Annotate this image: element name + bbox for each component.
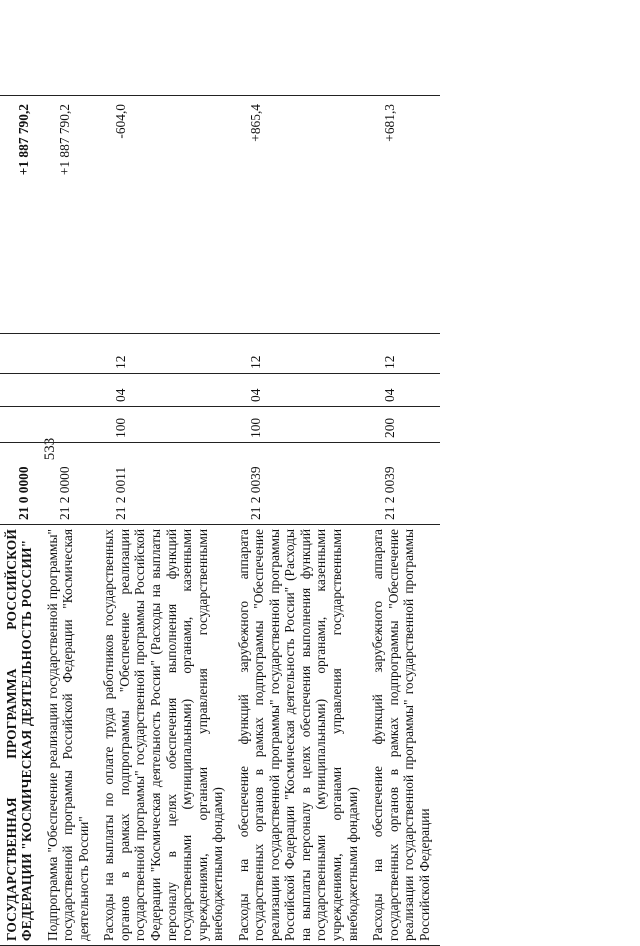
row-csr: 21 2 0011	[99, 443, 233, 525]
row-rz: 04	[368, 374, 440, 407]
row-name: Подпрограмма "Обеспечение реализации государственной программы" государственной программы Российской Федерации "Космическая деятельность России"	[43, 525, 100, 946]
table-row	[368, 96, 440, 946]
row-sum: -604,0	[99, 96, 233, 334]
table-row	[43, 96, 100, 946]
row-csr: 21 0 0000	[2, 443, 43, 525]
row-pr	[43, 334, 100, 374]
row-name: Расходы на выплаты по оплате труда работников государственных органов в рамках подпрограммы "Обеспечение реализации государственной программы" государственной программы Российской Федерации "Космическая деятельность России" (Расходы на выплаты персоналу в целях обеспечения выполнения функций государственными (муниципальными) органами, казенными учреждениями, органами управления государственными внебюджетными фондами)	[99, 525, 233, 946]
table-row	[99, 96, 233, 946]
row-csr: 21 2 0000	[43, 443, 100, 525]
row-sum: +1 887 790,2	[43, 96, 100, 334]
row-pr	[2, 334, 43, 374]
row-csr: 21 2 0039	[234, 443, 368, 525]
table-row	[234, 96, 368, 946]
row-sum: +865,4	[234, 96, 368, 334]
row-pr: 12	[234, 334, 368, 374]
row-rz: 04	[99, 374, 233, 407]
row-pr: 12	[99, 334, 233, 374]
row-sum: +681,3	[368, 96, 440, 334]
budget-table	[0, 95, 440, 946]
row-vr	[2, 407, 43, 443]
row-vr: 200	[368, 407, 440, 443]
row-name: Расходы на обеспечение функций зарубежного аппарата государственных органов в рамках подпрограммы "Обеспечение реализации государственной программы" государственной программы Российской Федерации	[368, 525, 440, 946]
row-rz	[43, 374, 100, 407]
row-csr: 21 2 0039	[368, 443, 440, 525]
page-number: 533	[42, 437, 58, 461]
row-sum: +1 887 790,2	[2, 96, 43, 334]
row-vr: 100	[99, 407, 233, 443]
row-rz	[2, 374, 43, 407]
row-pr: 12	[368, 334, 440, 374]
row-vr: 100	[234, 407, 368, 443]
row-name: Расходы на обеспечение функций зарубежного аппарата государственных органов в рамках подпрограммы "Обеспечение реализации государственной программы" государственной программы Российской Федерации "Космическая деятельность России" (Расходы на выплаты персоналу в целях обеспечения выполнения функций государственными (муниципальными) органами, казенными учреждениями, органами управления государственными внебюджетными фондами)	[234, 525, 368, 946]
row-vr	[43, 407, 100, 443]
budget-table-rotated	[0, 96, 432, 946]
row-name: ГОСУДАРСТВЕННАЯ ПРОГРАММА РОССИЙСКОЙ ФЕДЕРАЦИИ "КОСМИЧЕСКАЯ ДЕЯТЕЛЬНОСТЬ РОССИИ"	[2, 525, 43, 946]
row-rz: 04	[234, 374, 368, 407]
table-row	[2, 96, 43, 946]
